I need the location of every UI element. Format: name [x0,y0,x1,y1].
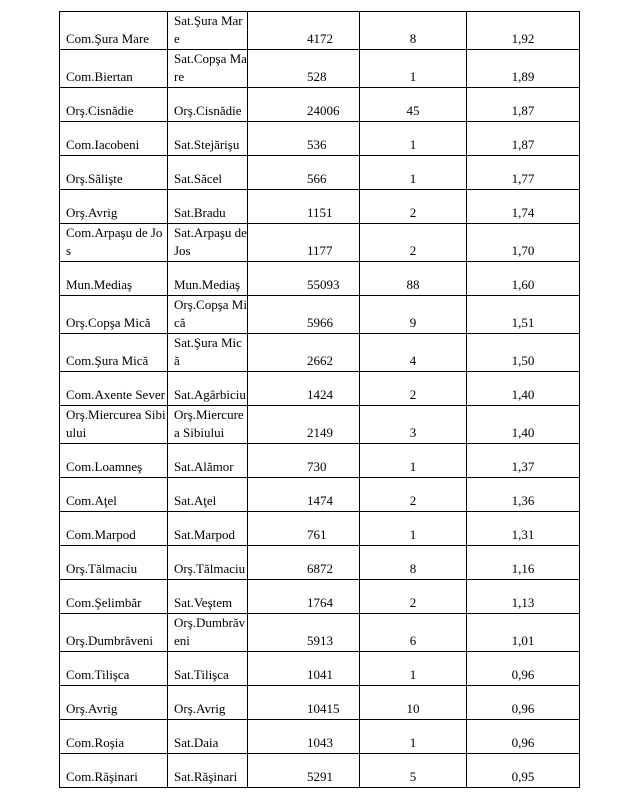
population-cell [248,686,360,720]
rate-cell [467,88,580,122]
count-cell [360,652,467,686]
table-row [60,406,580,444]
village-cell [168,754,248,788]
table-row [60,720,580,754]
locality-cell [60,652,168,686]
village-cell-text: Orş.Dumbrăveni [174,615,246,648]
population-cell-text: 4172 [307,31,333,46]
rate-cell-text: 1,87 [511,103,535,118]
table-row [60,686,580,720]
count-cell-text: 1 [409,69,417,84]
locality-cell [60,614,168,652]
locality-cell-text: Com.Tilişca [66,667,130,682]
rate-cell-text: 1,40 [511,387,535,402]
population-cell-text: 528 [307,69,327,84]
population-cell [248,12,360,50]
locality-cell [60,406,168,444]
count-cell-text: 2 [409,387,417,402]
count-cell [360,12,467,50]
table-row [60,512,580,546]
village-cell-text: Mun.Mediaş [174,277,241,292]
village-cell-text: Sat.Agârbiciu [174,387,246,402]
locality-cell-text: Com.Aţel [66,493,117,508]
locality-cell [60,754,168,788]
data-table [59,11,580,788]
locality-cell [60,190,168,224]
population-cell [248,580,360,614]
village-cell-text: Sat.Marpod [174,527,236,542]
village-cell-text: Sat.Bradu [174,205,226,220]
village-cell-text: Orş.Miercurea Sibiului [174,407,244,440]
count-cell-text: 45 [406,103,420,118]
village-cell [168,334,248,372]
population-cell [248,50,360,88]
population-cell [248,546,360,580]
locality-cell-text: Com.Loamneş [66,459,143,474]
village-cell-text: Sat.Alămor [174,459,234,474]
rate-cell [467,334,580,372]
locality-cell-text: Com.Biertan [66,69,133,84]
population-cell-text: 2149 [307,425,333,440]
village-cell-text: Sat.Săcel [174,171,223,186]
count-cell [360,334,467,372]
village-cell-text: Sat.Veştem [174,595,233,610]
population-cell-text: 6872 [307,561,333,576]
population-cell [248,478,360,512]
rate-cell-text: 1,60 [511,277,535,292]
table-row [60,50,580,88]
population-cell [248,406,360,444]
locality-cell-text: Com.Şura Mare [66,31,150,46]
table-row [60,614,580,652]
population-cell [248,262,360,296]
locality-cell-text: Orş.Cisnădie [66,103,134,118]
locality-cell [60,88,168,122]
village-cell-text: Sat.Daia [174,735,219,750]
population-cell [248,334,360,372]
population-cell-text: 1041 [307,667,333,682]
count-cell-text: 6 [409,633,417,648]
locality-cell-text: Com.Arpaşu de Jos [66,225,163,258]
count-cell [360,580,467,614]
population-cell [248,720,360,754]
locality-cell [60,224,168,262]
locality-cell-text: Orş.Sălişte [66,171,123,186]
table-row [60,652,580,686]
count-cell [360,88,467,122]
count-cell [360,50,467,88]
count-cell [360,406,467,444]
count-cell-text: 2 [409,595,417,610]
count-cell [360,686,467,720]
village-cell [168,262,248,296]
population-cell-text: 1043 [307,735,333,750]
population-cell [248,156,360,190]
village-cell [168,406,248,444]
village-cell-text: Sat.Şura Mică [174,335,242,368]
population-cell [248,296,360,334]
population-cell [248,190,360,224]
rate-cell [467,720,580,754]
count-cell [360,156,467,190]
table-row [60,122,580,156]
locality-cell-text: Orş.Copşa Mică [66,315,151,330]
rate-cell [467,262,580,296]
village-cell [168,444,248,478]
village-cell [168,122,248,156]
count-cell [360,478,467,512]
population-cell-text: 5913 [307,633,333,648]
locality-cell [60,12,168,50]
rate-cell [467,406,580,444]
rate-cell [467,652,580,686]
population-cell-text: 10415 [307,701,340,716]
locality-cell-text: Orş.Avrig [66,701,118,716]
locality-cell [60,546,168,580]
locality-cell-text: Com.Răşinari [66,769,138,784]
locality-cell-text: Mun.Mediaş [66,277,133,292]
locality-cell-text: Com.Axente Sever [66,387,165,402]
count-cell [360,546,467,580]
count-cell-text: 1 [409,459,417,474]
table-row [60,156,580,190]
table-row [60,478,580,512]
count-cell-text: 3 [409,425,417,440]
village-cell [168,224,248,262]
rate-cell [467,156,580,190]
table-row [60,190,580,224]
village-cell-text: Orş.Avrig [174,701,226,716]
rate-cell-text: 1,36 [511,493,535,508]
village-cell [168,546,248,580]
rate-cell [467,686,580,720]
count-cell [360,262,467,296]
table-row [60,88,580,122]
village-cell [168,512,248,546]
count-cell [360,296,467,334]
rate-cell-text: 1,92 [511,31,535,46]
village-cell [168,156,248,190]
count-cell-text: 2 [409,493,417,508]
locality-cell-text: Com.Roşia [66,735,125,750]
locality-cell [60,156,168,190]
rate-cell-text: 0,95 [511,769,535,784]
population-cell [248,444,360,478]
count-cell-text: 1 [409,735,417,750]
village-cell [168,50,248,88]
locality-cell-text: Com.Marpod [66,527,136,542]
population-cell [248,88,360,122]
table-row [60,334,580,372]
village-cell-text: Sat.Arpaşu de Jos [174,225,247,258]
table-row [60,296,580,334]
village-cell [168,614,248,652]
rate-cell [467,614,580,652]
count-cell [360,512,467,546]
count-cell-text: 88 [406,277,420,292]
locality-cell [60,720,168,754]
population-cell [248,754,360,788]
rate-cell [467,580,580,614]
rate-cell-text: 1,31 [511,527,535,542]
population-cell [248,224,360,262]
table-row [60,12,580,50]
table-row [60,444,580,478]
count-cell-text: 9 [409,315,417,330]
village-cell-text: Orş.Copşa Mică [174,297,247,330]
rate-cell [467,372,580,406]
village-cell-text: Orş.Cisnădie [174,103,242,118]
locality-cell [60,478,168,512]
population-cell-text: 1177 [307,243,333,258]
population-cell-text: 1151 [307,205,333,220]
population-cell-text: 2662 [307,353,333,368]
rate-cell [467,444,580,478]
village-cell [168,478,248,512]
rate-cell [467,12,580,50]
rate-cell-text: 1,50 [511,353,535,368]
village-cell [168,12,248,50]
rate-cell-text: 0,96 [511,735,535,750]
population-cell-text: 24006 [307,103,340,118]
count-cell [360,754,467,788]
locality-cell-text: Orş.Miercurea Sibiului [66,407,166,440]
count-cell [360,122,467,156]
locality-cell [60,372,168,406]
rate-cell-text: 1,37 [511,459,535,474]
locality-cell-text: Com.Iacobeni [66,137,140,152]
rate-cell-text: 1,51 [511,315,535,330]
rate-cell-text: 1,77 [511,171,535,186]
village-cell [168,652,248,686]
rate-cell [467,754,580,788]
village-cell-text: Sat.Răşinari [174,769,238,784]
table-row [60,372,580,406]
count-cell-text: 2 [409,243,417,258]
rate-cell [467,512,580,546]
population-cell-text: 5291 [307,769,333,784]
locality-cell-text: Com.Şura Mică [66,353,149,368]
rate-cell [467,50,580,88]
locality-cell-text: Com.Şelimbăr [66,595,142,610]
locality-cell [60,444,168,478]
village-cell-text: Orş.Tălmaciu [174,561,246,576]
locality-cell [60,686,168,720]
rate-cell [467,478,580,512]
population-cell-text: 55093 [307,277,340,292]
count-cell [360,190,467,224]
count-cell-text: 5 [409,769,417,784]
village-cell [168,686,248,720]
rate-cell [467,224,580,262]
population-cell-text: 5966 [307,315,333,330]
population-cell-text: 1764 [307,595,333,610]
population-cell [248,512,360,546]
population-cell-text: 536 [307,137,327,152]
village-cell [168,88,248,122]
locality-cell [60,122,168,156]
rate-cell-text: 0,96 [511,667,535,682]
rate-cell-text: 1,13 [511,595,535,610]
table-row [60,754,580,788]
population-cell-text: 761 [307,527,327,542]
table-row [60,580,580,614]
count-cell [360,224,467,262]
population-cell [248,372,360,406]
locality-cell [60,580,168,614]
locality-cell [60,334,168,372]
rate-cell [467,546,580,580]
rate-cell-text: 1,01 [511,633,535,648]
population-cell [248,652,360,686]
population-cell-text: 730 [307,459,327,474]
count-cell-text: 2 [409,205,417,220]
count-cell-text: 1 [409,171,417,186]
locality-cell [60,512,168,546]
table-body [60,12,580,788]
count-cell-text: 1 [409,137,417,152]
count-cell [360,720,467,754]
rate-cell-text: 1,70 [511,243,535,258]
population-cell-text: 566 [307,171,327,186]
rate-cell-text: 1,16 [511,561,535,576]
count-cell [360,614,467,652]
table-row [60,546,580,580]
rate-cell-text: 1,89 [511,69,535,84]
rate-cell [467,296,580,334]
count-cell-text: 8 [409,31,417,46]
rate-cell [467,190,580,224]
population-cell-text: 1474 [307,493,333,508]
village-cell-text: Sat.Stejărişu [174,137,240,152]
rate-cell-text: 0,96 [511,701,535,716]
locality-cell-text: Orş.Avrig [66,205,118,220]
population-cell [248,122,360,156]
locality-cell [60,296,168,334]
table-row [60,262,580,296]
village-cell-text: Sat.Aţel [174,493,217,508]
village-cell [168,372,248,406]
locality-cell-text: Orş.Tălmaciu [66,561,138,576]
locality-cell [60,50,168,88]
locality-cell-text: Orş.Dumbrăveni [66,633,154,648]
count-cell-text: 4 [409,353,417,368]
village-cell-text: Sat.Tilişca [174,667,229,682]
population-cell-text: 1424 [307,387,333,402]
rate-cell-text: 1,74 [511,205,535,220]
village-cell-text: Sat.Copşa Mare [174,51,247,84]
count-cell [360,372,467,406]
population-cell [248,614,360,652]
rate-cell-text: 1,40 [511,425,535,440]
count-cell-text: 1 [409,527,417,542]
count-cell-text: 8 [409,561,417,576]
village-cell [168,580,248,614]
village-cell-text: Sat.Şura Mare [174,13,243,46]
count-cell [360,444,467,478]
rate-cell [467,122,580,156]
rate-cell-text: 1,87 [511,137,535,152]
locality-cell [60,262,168,296]
village-cell [168,296,248,334]
village-cell [168,720,248,754]
count-cell-text: 1 [409,667,417,682]
table-row [60,224,580,262]
village-cell [168,190,248,224]
count-cell-text: 10 [406,701,420,716]
